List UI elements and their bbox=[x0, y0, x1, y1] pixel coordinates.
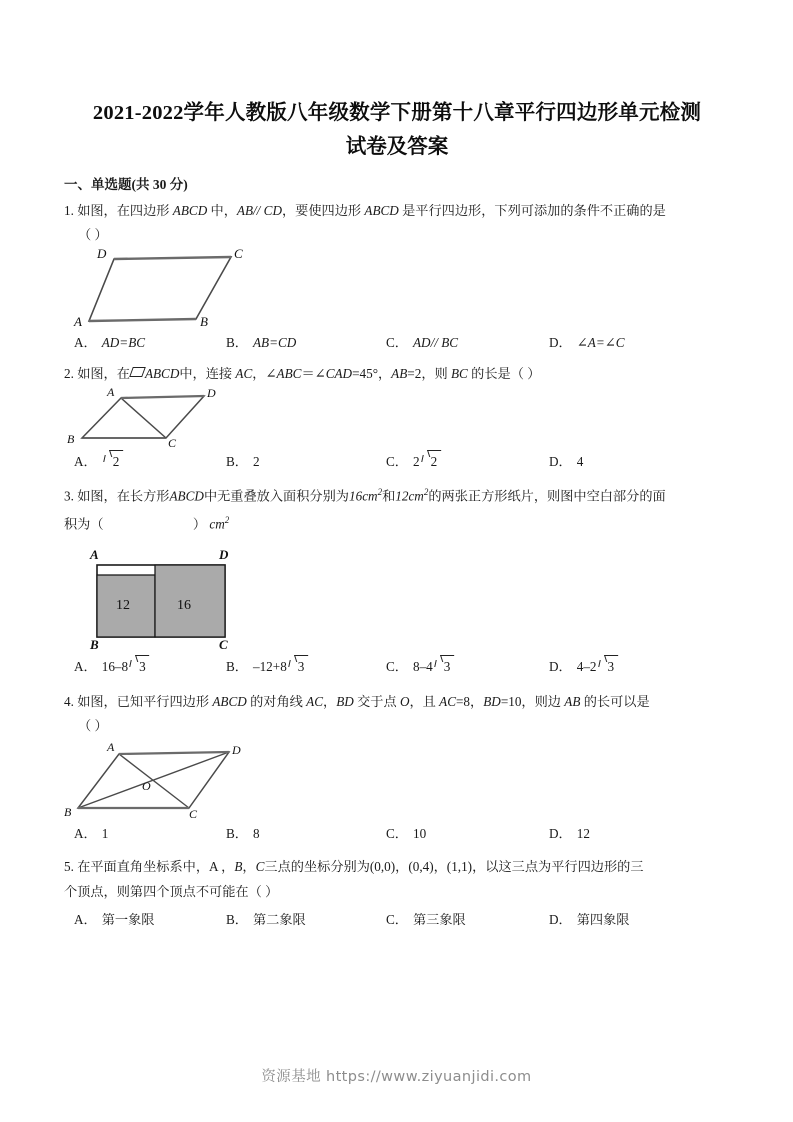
q1-part3: ，要使四边形 bbox=[281, 203, 365, 218]
q3-option-b-prefix: –12+8 bbox=[252, 658, 287, 674]
q3-option-c-sqrt bbox=[434, 655, 453, 679]
q5-option-c-value: 第三象限 bbox=[412, 911, 466, 927]
q2-option-c-prefix: 2 bbox=[412, 454, 420, 469]
q5-part1: 在平面直角坐标系中，A ， bbox=[77, 858, 235, 874]
figure-parallelogram-both-diagonals bbox=[64, 738, 314, 820]
q2-option-c-radicand: 2 bbox=[430, 454, 438, 469]
question-4-text bbox=[64, 689, 730, 714]
q3-var2: 16cm bbox=[349, 488, 378, 504]
q3-option-c-prefix: 8–4 bbox=[412, 658, 433, 674]
q1-answer-paren: （ ） bbox=[78, 227, 108, 242]
q3-line2-prefix: 积为（ bbox=[64, 516, 104, 532]
q2-option-c[interactable] bbox=[386, 450, 549, 474]
q3-figure-container bbox=[64, 537, 730, 649]
svg-text:D: D bbox=[207, 386, 216, 400]
q3-var1: ABCD bbox=[169, 488, 204, 504]
svg-text:A: A bbox=[107, 739, 115, 754]
q2-var6: BC bbox=[451, 366, 468, 381]
q2-option-d[interactable] bbox=[549, 450, 583, 474]
q2-figure-container bbox=[64, 386, 730, 448]
q5-option-a-label: A． bbox=[74, 911, 97, 927]
q3-option-b-label: B． bbox=[226, 658, 248, 674]
q3-number: 3. bbox=[64, 488, 74, 504]
q2-options bbox=[64, 450, 730, 474]
q1-var1: ABCD bbox=[172, 203, 208, 218]
q5-option-d-label: D． bbox=[549, 911, 572, 927]
q2-option-a-label: A． bbox=[74, 454, 97, 469]
q5-option-b[interactable] bbox=[226, 908, 386, 932]
q5-option-a[interactable] bbox=[74, 908, 226, 932]
svg-text:D: D bbox=[97, 247, 107, 261]
q2-option-b[interactable] bbox=[226, 450, 386, 474]
q1-option-a[interactable] bbox=[74, 331, 226, 355]
q2-part1: 如图，在 bbox=[77, 366, 130, 381]
q1-part1: 如图，在四边形 bbox=[77, 203, 173, 218]
svg-text:12: 12 bbox=[116, 597, 130, 613]
q3-option-a-sqrt bbox=[129, 655, 148, 679]
question-5-text bbox=[64, 854, 730, 879]
q3-option-b[interactable] bbox=[226, 655, 386, 679]
q5-option-a-value: 第一象限 bbox=[101, 911, 155, 927]
svg-text:C: C bbox=[168, 436, 177, 448]
q5-option-c[interactable] bbox=[386, 908, 549, 932]
q2-option-d-value: 4 bbox=[576, 454, 584, 469]
q1-option-a-label: A． bbox=[74, 335, 97, 350]
q3-option-d-radicand: 3 bbox=[607, 658, 615, 674]
q2-part2: 中，连接 bbox=[179, 366, 236, 381]
q3-option-d-sqrt bbox=[598, 655, 617, 679]
q4-option-b-value: 8 bbox=[252, 825, 260, 841]
section-heading: 一、单选题(共 30 分) bbox=[64, 177, 188, 192]
q3-option-c-label: C． bbox=[386, 658, 408, 674]
q1-part4: 是平行四边形，下列可添加的条件不正确的是 bbox=[398, 203, 666, 218]
q3-sup2: 2 bbox=[423, 487, 429, 497]
q4-part7: =10，则边 bbox=[500, 693, 565, 709]
q2-var1: ABCD bbox=[144, 366, 180, 381]
q3-part1: 如图，在长方形 bbox=[77, 488, 170, 504]
q2-option-c-label: C． bbox=[386, 454, 408, 469]
q4-part1: 如图，已知平行四边形 bbox=[77, 693, 213, 709]
q2-part4: ＝∠ bbox=[301, 366, 326, 381]
q2-var5: AB bbox=[391, 366, 408, 381]
svg-text:C: C bbox=[234, 247, 243, 261]
q4-var6: BD bbox=[483, 693, 501, 709]
page-title-line2: 试卷及答案 bbox=[345, 136, 449, 158]
q4-part8: 的长可以是 bbox=[580, 693, 650, 709]
q1-option-d-value: ∠A=∠C bbox=[576, 335, 625, 350]
q1-option-c-value: AD// BC bbox=[412, 335, 459, 350]
q3-option-c[interactable] bbox=[386, 655, 549, 679]
q5-option-b-label: B． bbox=[226, 911, 248, 927]
q3-option-a-radicand: 3 bbox=[139, 658, 146, 674]
q2-option-d-label: D． bbox=[549, 454, 572, 469]
q1-options bbox=[64, 331, 730, 355]
svg-text:B: B bbox=[67, 432, 75, 446]
question-2-text bbox=[64, 361, 730, 386]
q2-option-b-label: B． bbox=[226, 454, 248, 469]
q1-number: 1. bbox=[64, 203, 74, 218]
q4-option-b[interactable] bbox=[226, 822, 386, 846]
q5-option-c-label: C． bbox=[386, 911, 408, 927]
q3-option-d-label: D． bbox=[549, 658, 572, 674]
q4-option-a-value: 1 bbox=[101, 825, 109, 841]
svg-text:D: D bbox=[219, 546, 229, 562]
footer-watermark: 资源基地 https://www.ziyuanjidi.com bbox=[261, 1069, 532, 1085]
q4-var1: ABCD bbox=[212, 693, 247, 709]
q2-part5: =45°， bbox=[352, 366, 392, 381]
q1-option-d[interactable] bbox=[549, 331, 625, 355]
q3-unit-sup: 2 bbox=[224, 515, 230, 526]
q1-option-c[interactable] bbox=[386, 331, 549, 355]
q4-var2: AC bbox=[306, 693, 323, 709]
q3-sup1: 2 bbox=[377, 487, 383, 497]
q1-option-d-label: D． bbox=[549, 335, 572, 350]
q1-option-b[interactable] bbox=[226, 331, 386, 355]
q5-part3: 三点的坐标分别为(0,0)，(0,4)，(1,1)，以这三点为平行四边形的三 bbox=[264, 858, 644, 874]
svg-text:C: C bbox=[219, 636, 228, 649]
q4-part4: 交于点 bbox=[353, 693, 400, 709]
q2-part6: =2，则 bbox=[407, 366, 451, 381]
q1-option-a-value: AD=BC bbox=[101, 335, 146, 350]
page-title-line1: 2021-2022学年人教版八年级数学下册第十八章平行四边形单元检测 bbox=[92, 102, 702, 124]
q5-var1: B bbox=[234, 858, 243, 874]
svg-text:D: D bbox=[232, 742, 241, 757]
q3-part3: 和 bbox=[382, 488, 396, 504]
q4-option-d[interactable] bbox=[549, 822, 590, 846]
figure-parallelogram-abcd bbox=[64, 247, 314, 329]
q4-part5: ，且 bbox=[409, 693, 440, 709]
q3-unit: cm bbox=[209, 516, 225, 532]
q4-answer-paren: （ ） bbox=[78, 717, 108, 733]
q5-number: 5. bbox=[64, 858, 74, 874]
q1-option-c-label: C． bbox=[386, 335, 408, 350]
svg-text:A: A bbox=[90, 546, 99, 562]
q4-number: 4. bbox=[64, 693, 74, 709]
q4-figure-container bbox=[64, 738, 730, 820]
q4-option-d-value: 12 bbox=[576, 825, 590, 841]
q1-part2: 中， bbox=[207, 203, 237, 218]
svg-text:C: C bbox=[189, 806, 198, 820]
q4-var4: O bbox=[399, 693, 410, 709]
q3-var3: 12cm bbox=[395, 488, 424, 504]
q1-figure-container bbox=[64, 247, 730, 329]
q2-part3: ，∠ bbox=[252, 366, 277, 381]
q4-option-b-label: B． bbox=[226, 825, 248, 841]
q3-option-b-sqrt bbox=[288, 655, 307, 679]
figure-rectangle-two-squares bbox=[64, 537, 314, 649]
q3-part2: 中无重叠放入面积分别为 bbox=[203, 488, 349, 504]
q1-var3: ABCD bbox=[364, 203, 399, 218]
q2-var2: AC bbox=[235, 366, 253, 381]
q5-option-d-value: 第四象限 bbox=[576, 911, 630, 927]
q2-var4: CAD bbox=[325, 366, 353, 381]
q1-var2: AB// CD bbox=[236, 203, 282, 218]
q3-option-c-radicand: 3 bbox=[443, 658, 451, 674]
q1-option-b-value: AB=CD bbox=[252, 335, 297, 350]
q3-options bbox=[64, 655, 730, 679]
question-3-text-line2 bbox=[64, 508, 730, 536]
q5-options bbox=[64, 908, 730, 932]
svg-text:B: B bbox=[200, 314, 208, 329]
q4-var7: AB bbox=[564, 693, 581, 709]
q1-option-b-label: B． bbox=[226, 335, 248, 350]
q3-option-a-prefix: 16–8 bbox=[101, 658, 129, 674]
q2-option-a-radicand: 2 bbox=[112, 454, 120, 469]
q2-option-c-sqrt bbox=[421, 450, 440, 474]
question-3-text bbox=[64, 480, 730, 508]
q4-option-c-value: 10 bbox=[412, 825, 427, 841]
q4-part2: 的对角线 bbox=[246, 693, 307, 709]
svg-text:O: O bbox=[142, 778, 151, 793]
q5-option-b-value: 第二象限 bbox=[252, 911, 306, 927]
svg-text:B: B bbox=[64, 804, 72, 819]
q5-part2: ， bbox=[242, 858, 256, 874]
q3-option-a-label: A． bbox=[74, 658, 97, 674]
q4-option-a-label: A． bbox=[74, 825, 97, 841]
q3-part4: 的两张正方形纸片，则图中空白部分的面 bbox=[428, 488, 666, 504]
question-5-text-line2: 个顶点，则第四个顶点不可能在（ ） bbox=[64, 883, 279, 899]
q4-var5: AC bbox=[439, 693, 456, 709]
q4-option-d-label: D． bbox=[549, 825, 572, 841]
q2-part7: 的长是（ ） bbox=[467, 366, 541, 381]
svg-text:A: A bbox=[74, 314, 82, 329]
q4-option-a[interactable] bbox=[74, 822, 226, 846]
q2-var3: ABC bbox=[276, 366, 302, 381]
question-1-text bbox=[64, 198, 730, 223]
document-content bbox=[64, 96, 730, 932]
q3-option-b-radicand: 3 bbox=[297, 658, 305, 674]
parallelogram-symbol-icon bbox=[129, 367, 146, 377]
q2-option-b-value: 2 bbox=[252, 454, 260, 469]
q3-option-a[interactable] bbox=[74, 655, 226, 679]
svg-text:B: B bbox=[90, 636, 99, 649]
figure-parallelogram-diagonal-ac bbox=[64, 386, 304, 448]
q4-part3: ， bbox=[323, 693, 337, 709]
q3-option-d[interactable] bbox=[549, 655, 616, 679]
q4-option-c[interactable] bbox=[386, 822, 549, 846]
q3-option-d-prefix: 4–2 bbox=[576, 658, 597, 674]
q4-part6: =8， bbox=[456, 693, 484, 709]
q5-var2: C bbox=[255, 858, 265, 874]
q4-options bbox=[64, 822, 730, 846]
q2-number: 2. bbox=[64, 366, 74, 381]
q2-option-a-sqrt bbox=[103, 450, 122, 474]
q2-option-a[interactable] bbox=[74, 450, 226, 474]
q5-option-d[interactable] bbox=[549, 908, 629, 932]
q4-option-c-label: C． bbox=[386, 825, 408, 841]
q4-var3: BD bbox=[336, 693, 354, 709]
svg-text:16: 16 bbox=[177, 597, 191, 613]
q3-line2-suffix: ） bbox=[192, 516, 207, 532]
svg-text:A: A bbox=[107, 386, 115, 399]
